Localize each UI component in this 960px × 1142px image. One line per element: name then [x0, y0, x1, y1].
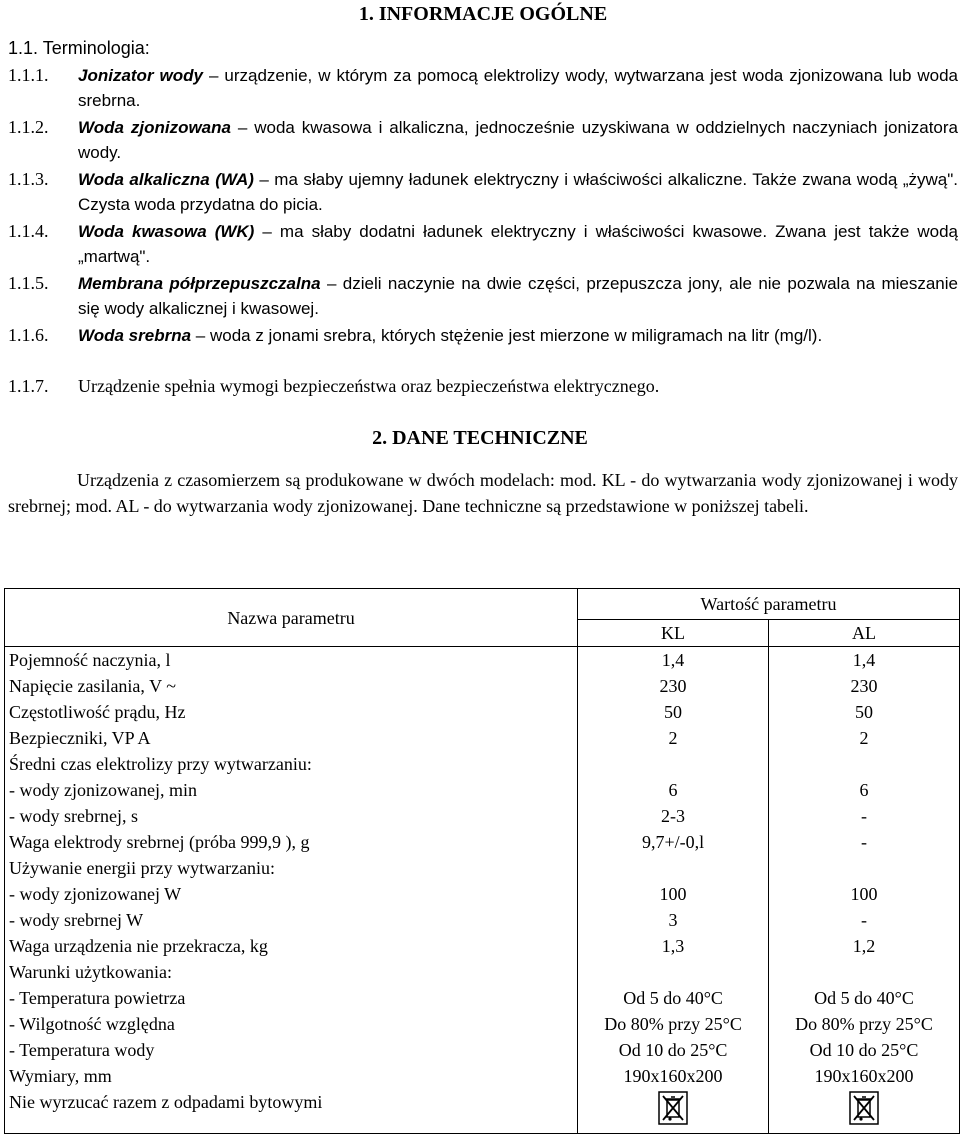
- item-term: Woda kwasowa (WK): [78, 222, 255, 241]
- item-term: Woda alkaliczna (WA): [78, 170, 254, 189]
- table-row: [5, 829, 960, 855]
- table-row: [5, 699, 960, 725]
- value-al-cell: 6: [769, 777, 960, 803]
- item-number: 1.1.4.: [8, 221, 49, 241]
- terminology-item: [8, 167, 958, 217]
- item-number: 1.1.7.: [8, 376, 49, 396]
- param-name-cell: Waga urządzenia nie przekracza, kg: [5, 933, 578, 959]
- terminology-item: [8, 374, 958, 399]
- param-name-cell: - wody srebrnej, s: [5, 803, 578, 829]
- param-name-cell: Waga elektrody srebrnej (próba 999,9 ), g: [5, 829, 578, 855]
- param-name-cell: - Temperatura wody: [5, 1037, 578, 1063]
- header-kl: KL: [578, 620, 769, 647]
- item-term: Woda srebrna: [78, 326, 192, 345]
- intro-text-3: - do wytwarzania wody zjonizowanej. Dane techniczne są przedstawione w poniższej tabeli.: [138, 496, 809, 516]
- value-kl-cell: 9,7+/-0,l: [578, 829, 769, 855]
- value-kl-cell: [578, 855, 769, 881]
- table-row: [5, 933, 960, 959]
- value-kl-cell: 3: [578, 907, 769, 933]
- header-parameter-name: Nazwa parametru: [5, 589, 578, 647]
- table-row: [5, 1011, 960, 1037]
- terminology-item: [8, 219, 958, 269]
- header-parameter-value: Wartość parametru: [578, 589, 960, 620]
- param-name-cell: Pojemność naczynia, l: [5, 647, 578, 674]
- table-row: [5, 959, 960, 985]
- value-al-cell: 1,2: [769, 933, 960, 959]
- item-text: [78, 115, 958, 165]
- item-definition: – ma słaby dodatni ładunek elektryczny i właściwości kwasowe. Zwana jest także wodą „martwą".: [78, 222, 959, 266]
- item-text: [78, 323, 958, 348]
- terminology-item: [8, 63, 958, 113]
- value-kl-cell: Od 10 do 25°C: [578, 1037, 769, 1063]
- section-heading-technical-data: 2. DANE TECHNICZNE: [372, 427, 588, 449]
- value-al-cell: [769, 1089, 960, 1134]
- model-al-label: AL: [115, 496, 139, 516]
- table-row: [5, 855, 960, 881]
- item-number: 1.1.5.: [8, 273, 49, 293]
- value-al-cell: 190x160x200: [769, 1063, 960, 1089]
- table-row: [5, 777, 960, 803]
- technical-data-table: [4, 588, 960, 1134]
- crossed-out-wheelie-bin-icon: [658, 1091, 688, 1132]
- param-name-cell: - Temperatura powietrza: [5, 985, 578, 1011]
- param-name-cell: Używanie energii przy wytwarzaniu:: [5, 855, 578, 881]
- value-kl-cell: 2-3: [578, 803, 769, 829]
- value-al-cell: -: [769, 829, 960, 855]
- value-al-cell: 50: [769, 699, 960, 725]
- value-al-cell: 230: [769, 673, 960, 699]
- terminology-item: [8, 115, 958, 165]
- value-al-cell: 2: [769, 725, 960, 751]
- value-kl-cell: 6: [578, 777, 769, 803]
- param-name-cell: - wody zjonizowanej, min: [5, 777, 578, 803]
- item-term: Jonizator wody: [78, 66, 203, 85]
- table-row: [5, 647, 960, 674]
- item-number: 1.1.6.: [8, 325, 49, 345]
- item-definition: – woda kwasowa i alkaliczna, jednocześnie uzyskiwana w oddzielnych naczyniach jonizatora wody.: [78, 118, 958, 162]
- value-kl-cell: 230: [578, 673, 769, 699]
- value-al-cell: -: [769, 803, 960, 829]
- value-kl-cell: Do 80% przy 25°C: [578, 1011, 769, 1037]
- value-al-cell: Do 80% przy 25°C: [769, 1011, 960, 1037]
- value-kl-cell: 50: [578, 699, 769, 725]
- param-name-cell: - wody srebrnej W: [5, 907, 578, 933]
- terminology-label: 1.1. Terminologia:: [8, 38, 150, 58]
- item-text: [78, 63, 958, 113]
- intro-text-2: - do wytwarzania wody zjonizowanej i wody srebrnej; mod.: [8, 470, 958, 516]
- param-name-cell: Nie wyrzucać razem z odpadami bytowymi: [5, 1089, 578, 1134]
- table-row: [5, 985, 960, 1011]
- value-al-cell: Od 5 do 40°C: [769, 985, 960, 1011]
- crossed-out-wheelie-bin-icon: [849, 1091, 879, 1132]
- intro-text-1: Urządzenia z czasomierzem są produkowane w dwóch modelach: mod.: [77, 470, 602, 490]
- item-definition: – dzieli naczynie na dwie części, przepuszcza jony, ale nie pozwala na mieszanie się wody alkalicznej i kwasowej.: [78, 274, 958, 318]
- param-name-cell: Średni czas elektrolizy przy wytwarzaniu:: [5, 751, 578, 777]
- terminology-item: [8, 271, 958, 321]
- item-definition: – ma słaby ujemny ładunek elektryczny i właściwości alkaliczne. Także zwana wodą „żywą". Czysta woda przydatna do picia.: [78, 170, 958, 214]
- item-term: Membrana półprzepuszczalna: [78, 274, 321, 293]
- value-kl-cell: [578, 1089, 769, 1134]
- item-text: [78, 167, 958, 217]
- item-text: [78, 219, 958, 269]
- table-row-disposal: [5, 1089, 960, 1134]
- value-kl-cell: 100: [578, 881, 769, 907]
- item-number: 1.1.2.: [8, 117, 49, 137]
- value-al-cell: Od 10 do 25°C: [769, 1037, 960, 1063]
- table-row: [5, 751, 960, 777]
- table-row: [5, 725, 960, 751]
- item-definition: Urządzenie spełnia wymogi bezpieczeństwa oraz bezpieczeństwa elektrycznego.: [78, 376, 660, 396]
- table-row: [5, 1037, 960, 1063]
- item-term: Woda zjonizowana: [78, 118, 231, 137]
- model-kl-label: KL: [601, 470, 626, 490]
- value-kl-cell: 1,4: [578, 647, 769, 674]
- value-al-cell: -: [769, 907, 960, 933]
- param-name-cell: - wody zjonizowanej W: [5, 881, 578, 907]
- param-name-cell: Bezpieczniki, VP A: [5, 725, 578, 751]
- param-name-cell: Wymiary, mm: [5, 1063, 578, 1089]
- item-number: 1.1.1.: [8, 65, 49, 85]
- header-al: AL: [769, 620, 960, 647]
- item-text: [78, 374, 958, 399]
- value-kl-cell: [578, 959, 769, 985]
- table-row: [5, 881, 960, 907]
- item-definition: – woda z jonami srebra, których stężenie jest mierzone w miligramach na litr (mg/l).: [191, 326, 823, 345]
- terminology-item: [8, 323, 958, 348]
- table-row: [5, 673, 960, 699]
- table-row: [5, 803, 960, 829]
- value-al-cell: 100: [769, 881, 960, 907]
- param-name-cell: Częstotliwość prądu, Hz: [5, 699, 578, 725]
- intro-paragraph: [8, 467, 958, 519]
- item-text: [78, 271, 958, 321]
- table-row: [5, 1063, 960, 1089]
- value-al-cell: [769, 751, 960, 777]
- value-al-cell: 1,4: [769, 647, 960, 674]
- value-al-cell: [769, 855, 960, 881]
- param-name-cell: Warunki użytkowania:: [5, 959, 578, 985]
- param-name-cell: Napięcie zasilania, V ~: [5, 673, 578, 699]
- value-kl-cell: 1,3: [578, 933, 769, 959]
- section-heading-general-info: 1. INFORMACJE OGÓLNE: [358, 3, 608, 25]
- param-name-cell: - Wilgotność względna: [5, 1011, 578, 1037]
- table-row: [5, 907, 960, 933]
- item-number: 1.1.3.: [8, 169, 49, 189]
- value-kl-cell: [578, 751, 769, 777]
- value-al-cell: [769, 959, 960, 985]
- item-definition: – urządzenie, w którym za pomocą elektrolizy wody, wytwarzana jest woda zjonizowana lub woda srebrna.: [78, 66, 959, 110]
- value-kl-cell: 190x160x200: [578, 1063, 769, 1089]
- value-kl-cell: Od 5 do 40°C: [578, 985, 769, 1011]
- value-kl-cell: 2: [578, 725, 769, 751]
